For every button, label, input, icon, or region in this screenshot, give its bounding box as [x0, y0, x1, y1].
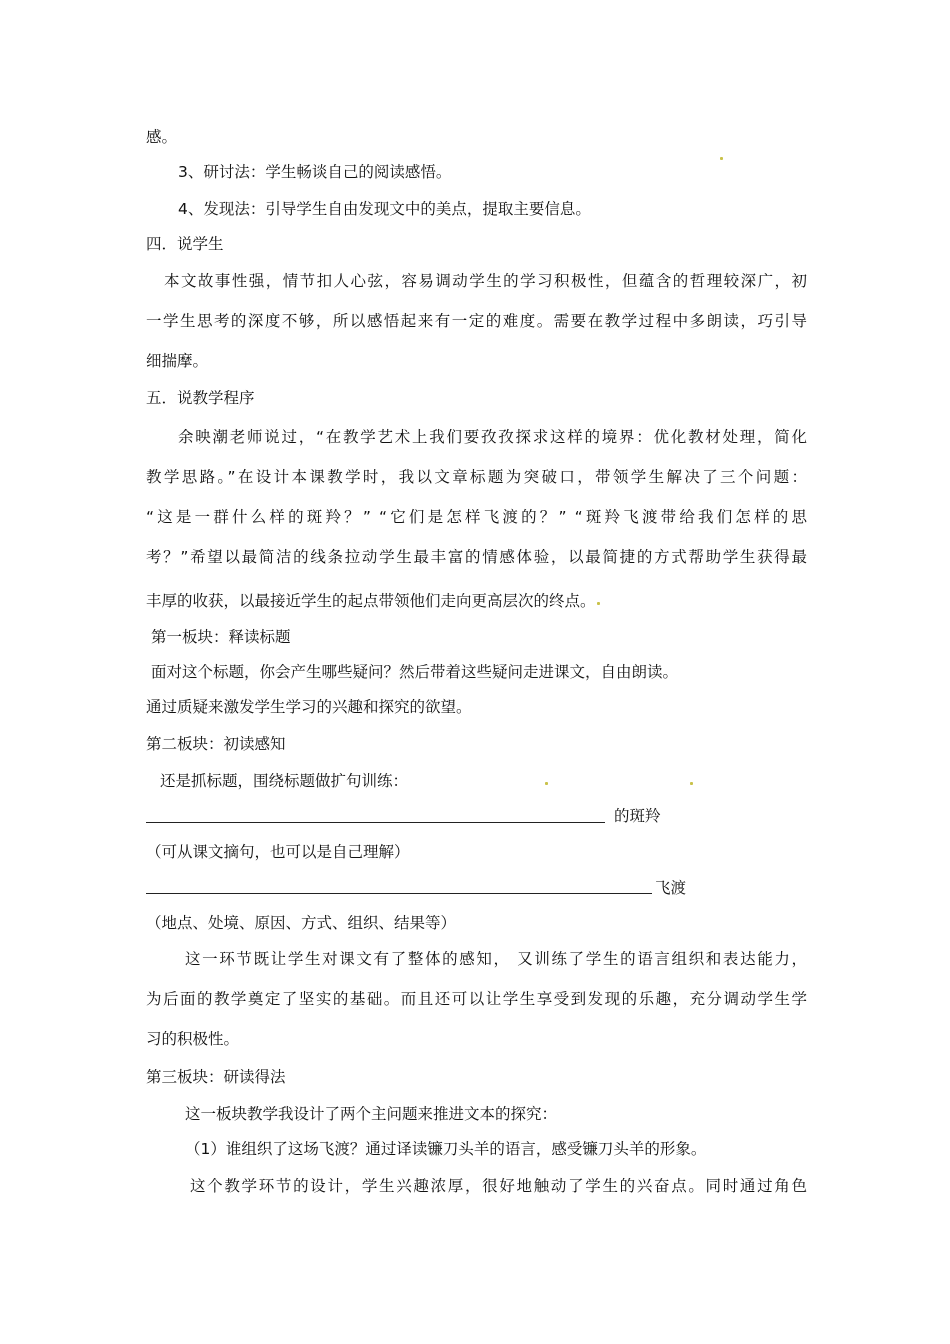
text-line: 还是抓标题，围绕标题做扩句训练：: [160, 772, 409, 790]
text-line: 3、研讨法：学生畅谈自己的阅读感悟。: [178, 163, 452, 181]
fill-in-blank-line: [146, 822, 605, 823]
section-heading: 五．说教学程序: [146, 389, 255, 407]
blank-suffix: 的斑羚: [614, 807, 661, 825]
block-heading: 第二板块：初读感知: [146, 735, 286, 753]
block-heading: 第一板块：释读标题: [151, 628, 291, 646]
text-line: （地点、处境、原因、方式、组织、结果等）: [146, 914, 457, 932]
text-line: “这是一群什么样的斑羚？” “它们是怎样飞渡的？” “斑羚飞渡带给我们怎样的思: [146, 508, 807, 526]
text-line: 这一环节既让学生对课文有了整体的感知， 又训练了学生的语言组织和表达能力，: [185, 950, 807, 968]
text-line: 余映潮老师说过，“在教学艺术上我们要孜孜探求这样的境界：优化教材处理，简化: [178, 428, 807, 446]
text-line: 感。: [146, 128, 178, 146]
stray-mark: [720, 157, 723, 160]
stray-mark: [597, 602, 600, 605]
text-line: 通过质疑来激发学生学习的兴趣和探究的欲望。: [146, 698, 472, 716]
text-line: 教学思路。”在设计本课教学时，我以文章标题为突破口，带领学生解决了三个问题：: [146, 468, 807, 486]
text-line: 习的积极性。: [146, 1030, 240, 1048]
stray-mark: [545, 782, 548, 785]
stray-mark: [690, 782, 693, 785]
text-line: 4、发现法：引导学生自由发现文中的美点，提取主要信息。: [178, 200, 591, 218]
blank-suffix: 飞渡: [655, 879, 687, 897]
text-line: 这一板块教学我设计了两个主问题来推进文本的探究：: [185, 1105, 558, 1123]
text-line: 细揣摩。: [146, 352, 209, 370]
text-line: （可从课文摘句，也可以是自己理解）: [146, 843, 410, 861]
fill-in-blank-line: [146, 893, 652, 894]
text-line: 本文故事性强，情节扣人心弦，容易调动学生的学习积极性，但蕴含的哲理较深广，初: [164, 272, 807, 290]
text-line: 一学生思考的深度不够，所以感悟起来有一定的难度。需要在教学过程中多朗读，巧引导: [146, 312, 807, 330]
text-line: 面对这个标题，你会产生哪些疑问？然后带着这些疑问走进课文，自由朗读。: [151, 663, 679, 681]
text-line: 丰厚的收获，以最接近学生的起点带领他们走向更高层次的终点。: [146, 592, 596, 610]
text-line: 这个教学环节的设计，学生兴趣浓厚，很好地触动了学生的兴奋点。同时通过角色: [190, 1177, 807, 1195]
text-line: （1）谁组织了这场飞渡？通过译读镰刀头羊的语言，感受镰刀头羊的形象。: [185, 1140, 707, 1158]
text-line: 为后面的教学奠定了坚实的基础。而且还可以让学生享受到发现的乐趣，充分调动学生学: [146, 990, 807, 1008]
section-heading: 四．说学生: [146, 235, 224, 253]
text-line: 考？”希望以最简洁的线条拉动学生最丰富的情感体验，以最简捷的方式帮助学生获得最: [146, 548, 807, 566]
block-heading: 第三板块：研读得法: [146, 1068, 286, 1086]
